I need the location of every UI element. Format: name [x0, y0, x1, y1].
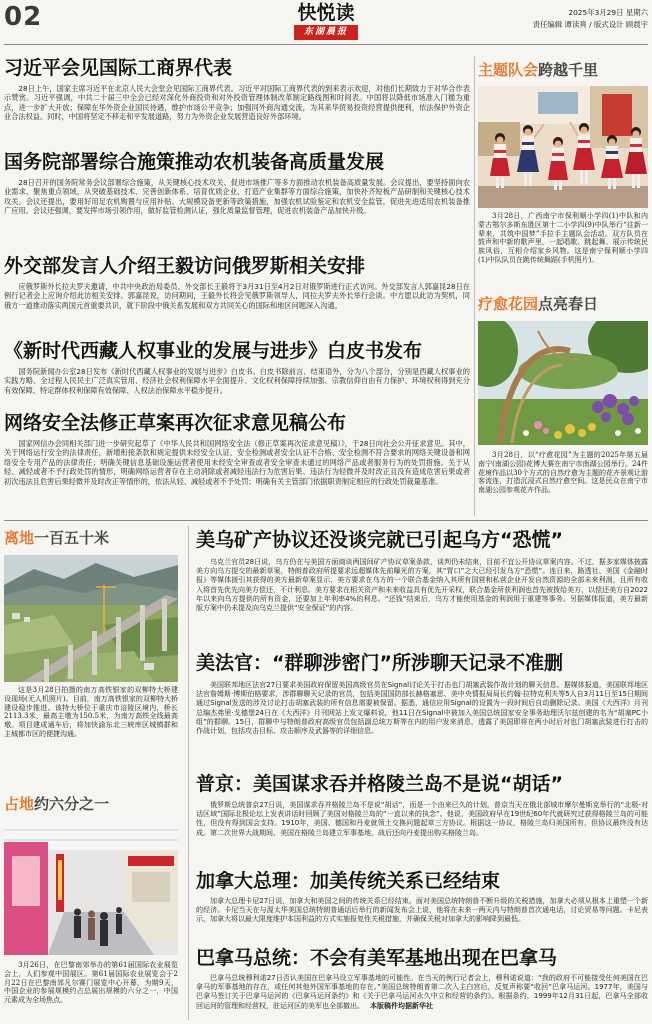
- column-divider: [474, 56, 475, 516]
- article-title: 外交部发言人介绍王毅访问俄罗斯相关安排: [4, 255, 366, 277]
- photo-heading-rest: 约六分之一: [34, 795, 110, 813]
- issue-date: 2025年3月29日 星期六: [568, 8, 648, 17]
- article-body: [196, 974, 648, 1022]
- photo-heading-accent: 离地: [4, 529, 35, 547]
- photo-heading-rest: 一百五十米: [34, 529, 110, 547]
- photo-heading-rest: 跨越千里: [538, 61, 599, 79]
- photo-heading-accent: 疗愈花园: [478, 295, 539, 313]
- photo-caption: 3月28日，广西南宁市保利顺小学四(1)中队和内蒙古鄂尔多斯东胜区第十二小学四(9)中队举行“往新一辈来，共筑中国梦”手拉手主题队会活动。双方队员在鼓声和中新的歌声里，一起唱歌、跳起舞、展示传统民族风俗，互相介绍家乡风物。这是南宁保利顺小学四(1)中队队员在跳传统舞蹈(手机照片)。: [478, 212, 648, 264]
- article-body: 俄罗斯总统普京27日说，美国谋求吞并格陵兰岛不是说“胡话”，而是一个由来已久的计划。普京当天在俄北部城市摩尔曼斯克举行的“北极-对话区域”国际北极论坛上发表讲话时回顾了美国对格陵兰岛的“一直以来的执念”。他说，美国政府早在19世纪60年代就研究过获得格陵兰岛的可能性，但没有得到国会支持。1910年，美国、德国和丹麦就领土交换问题起草三方协议。根据这一协议，格陵兰岛归美国所有，但协议最终没有达成。第二次世界大战期间，美国在格陵兰岛建立军事基地，战后还向丹麦提出购买格陵兰岛。: [196, 801, 648, 837]
- article-body: 28日上午，国家主席习近平在北京人民大会堂会见国际工商界代表。习近平对国际工商界代表的到来表示欢迎，对他们长期致力于对华合作表示赞赏。习近平强调，中共二十届三中全会已经对深化外商投资和对外投资管理体制改革制定路线图和时间表。中国将以降低市场准入门槛为重点，进一步扩大开放；保障在华外资企业国民待遇，维护市场公平竞争；加强同外商沟通交流，为其来华贸易投资经营提供便利，依法保护外资企业合法权益。同时，中国将坚定不移走和平发展道路，努力为外资企业发展营造良好外部环境。: [4, 84, 470, 122]
- column-divider: [188, 526, 189, 1020]
- photo-heading: [478, 294, 648, 314]
- article-body-text: 巴拿马总统穆利诺27日否认美国在巴拿马设立军事基地的可能性。在当天的例行记者会上，穆利诺说道：“我的政府不可能接受任何美国在巴拿马的军事基地的存在，或任何其他外国军事基地的存在。”美国总统特朗普第二次入主白宫后，反复声称要“收回”巴拿马运河。1977年，美国与巴拿马签订关于巴拿马运河的《巴拿马运河条约》和《关于巴拿马运河永久中立和经营的条约》。根据条约，1999年12月31日起，巴拿马全部收回运河的管理和经营权，驻运河区的美军也全部撤出。: [196, 974, 648, 1010]
- article-title: 国务院部署综合施策推动农机装备高质量发展: [4, 151, 385, 173]
- source-credit: 本版稿件均据新华社: [370, 1001, 433, 1010]
- article-body: 乌克兰官员28日说，乌方仍在与美国方面商谈两国间矿产协议草案条款，谈判仍未结束，目前不宜公开协议草案内容。不过，据多家媒体披露美方向乌方提交的最新草案，特朗普政府所提要求远超媒体先前曝光的方案，其“胃口”之大已经引发乌方“恐慌”。连日来，路透社、美国《金融时报》等媒体援引其获得的美方最新草案显示，美方要求在乌方的一个联合基金纳入其所有国营和私营企业开发自然资源的全部未来利润，且所有收入将首先优先向美方偿还，不计利息。美方要求在相关资产和未来收益具有优先开采权，联合基金所获利润也首先被拨给美方，以偿还美方自2022年以来向乌方提供的所有资金，还要加上年利率4%的利息。“还钱”结束后，乌方才能使用基金的利润用于重建等事务。另据媒体报道，美方最新版方案中仍未提及向乌克兰提供“安全保证”的内容。: [196, 558, 648, 613]
- bridge-construction-photo: [4, 555, 178, 682]
- photo-heading: [478, 60, 648, 80]
- photo-caption: 3月26日，在巴黎南郊举办的第61届国际农业展览会上，人们参观中国展区。第61届国际农业展览会于2月22日在巴黎南郊凡尔赛门展览中心开幕，为期9天，中国企业的参展规模约占总展出规模的六分之一，中国元素成为全场焦点。: [4, 961, 178, 1005]
- article-body: 28日召开的国务院常务会议部署综合施策，从关键核心技术攻关、促进市场推广等多方面推动农机装备高质量发展。会议提出，要坚持面向农业需求、聚焦重点领域，从突破基础技术、完善创新体系、培育优质企业、打造产业集群等方面综合施策，加快补齐短板产品研制和关键核心技术攻关。会议还提出，要用好用足农机购置与应用补贴、大规模设备更新等政策措施，加强农机试验鉴定和农机安全监管，促进先进适用农机装备推广应用。会议还强调，要发挥市场引领作用，做好监管检测认证，强化质量监督管理，促进农机装备产品加快升级。: [4, 178, 470, 216]
- article-body: 国家网信办会同相关部门进一步研究起草了《中华人民共和国网络安全法（修正草案再次征求意见稿）》，于28日向社会公开征求意见。其中，关于网络运行安全的法律责任，新增衔接条款和规定提供未经安全认证、安全检测或者安全认证不合格、安全检测不符合要求的网络关键设备和网络安全专用产品的法律责任；明确关键信息基础设施运营者使用未经安全审查或者安全审查未通过的网络产品或者服务行为的处罚措施。关于从轻、减轻或者不予行政处罚的情形，明确网络运营者存在主动消除或者减轻违法行为危害后果、违法行为轻微并及时改正且没有造成危害后果或者初次违法且危害后果轻微并及时改正等情形的，依法从轻、减轻或者不予处罚；明确有关主管部门依据职责制定相应的行政处罚裁量基准。: [4, 439, 470, 486]
- section-rule: [4, 520, 648, 521]
- article-title: 普京：美国谋求吞并格陵兰岛不是说“胡话”: [196, 773, 563, 795]
- photo-caption: 这是3月28日拍摄的南万高铁银家的双柳特大桥建设现场(无人机照片)。目前，南万高铁银家的双柳特大桥建设稳步推进。该特大桥位于重庆市涪陵区境内，桥长2113.3米，最高主墩为150.5米，为南万高铁全线最高墩。项目建成通车后，将加快渝东北三峡库区城镇群和主城都市区的便捷沟通。: [4, 686, 178, 738]
- article-title: 网络安全法修正草案再次征求意见稿公布: [4, 412, 347, 434]
- photo-heading: [4, 528, 178, 548]
- photo-heading-accent: 占地: [4, 795, 35, 813]
- section-title: 快悦读: [297, 2, 355, 24]
- article-title: 《新时代西藏人权事业的发展与进步》白皮书发布: [4, 340, 423, 362]
- editor-credits: 责任编辑 谭读爽 / 版式设计 顾晨宇: [532, 20, 648, 29]
- photo-heading: [4, 794, 178, 814]
- header-rule: [4, 44, 648, 45]
- article-title: 美法官：“群聊涉密门”所涉聊天记录不准删: [196, 652, 563, 674]
- masthead-logo: 东湖晨报: [294, 25, 358, 40]
- photo-heading-rest: 点亮春日: [538, 295, 599, 313]
- article-title: 加拿大总理：加美传统关系已经结束: [196, 870, 501, 892]
- photo-heading-accent: 主题队会: [478, 61, 539, 79]
- healing-garden-photo: [478, 321, 648, 445]
- article-title: 美乌矿产协议还没谈完就已引起乌方“恐慌”: [196, 529, 563, 551]
- article-title: 巴拿马总统：不会有美军基地出现在巴拿马: [196, 947, 558, 969]
- agricultural-fair-photo: [4, 820, 178, 955]
- article-title: 习近平会见国际工商界代表: [4, 57, 233, 79]
- photo-caption: 3月28日，以“疗愈花园”为主题的2025年第五届南宁(南湖公园)花博大赛在南宁市南湖公园举行。24件花境作品以30个方式的自然疗愈为主题的花卉景观让游客流连，打造沉浸式自然疗愈空间。这是民众在南宁市南湖公园参观花卉作品。: [478, 451, 648, 495]
- page-number: 02: [4, 2, 43, 32]
- article-body: 美国联邦地区法官27日要求美国政府保留美国高级官员在Signal讨论关于打击也门胡塞武装作战计划的聊天信息。据媒体报道，美国联邦地区法官詹姆斯·博斯伯格要求，涉群聊聊天记录的官员，包括美国国防部长赫格塞思、美中央情报局局长约翰·拉特克利夫等5人自3月11日至15日期间通过Signal发送的涉及讨论打击胡塞武装的所有信息需要被保留。据悉，通信应用Signal的设置为一段时间后自动删除记录。美国《大西洋》月刊总编杰弗里·戈德堡24日在《大西洋》月刊网站上发文爆料说，他11日在Signal中被加入美国总统国家安全事务助理沃尔兹创建的名为“胡塞PC小组”的群聊。15日，群聊中与特朗普政府高级官员包括副总统万斯等在内的用户发来消息，透露了美国即将在两小时后对也门胡塞武装进行打击的作战计划，包括攻击目标、攻击顺序及武器等的详细信息。: [196, 681, 648, 736]
- article-body: 国务院新闻办公室28日发布《新时代西藏人权事业的发展与进步》白皮书。白皮书除前言、结束语外，分为八个部分，分别是西藏人权事业的实践方略、全过程人民民主广泛真实管用、经济社会权利保障水平全面提升、文化权利保障持续加强、宗教信仰自由有力保护、环境权利得到充分有效保障、特定群体权利保障有效保障、人权法治保障水平稳步提升。: [4, 367, 470, 395]
- article-body: 加拿大总理卡尼27日说，加拿大和美国之间的传统关系已经结束。面对美国总统特朗普不断升级的关税措施，加拿大必须从根本上重塑一个新的经济。卡尼当天在与渥太华美国总统特朗普通话后举行的新闻发布会上说，他将在未来一两天内与特朗普首次通电话，讨论贸易等问题。卡尼表示，加拿大将以最大限度维护本国利益的方式实施报复性关税措施，并确保关税对加拿大的影响降到最低。: [196, 897, 648, 924]
- children-dance-photo: [478, 86, 648, 208]
- article-body: 应俄罗斯外长拉夫罗夫邀请，中共中央政治局委员、外交部长王毅将于3月31日至4月2日对俄罗斯进行正式访问。外交部发言人郭嘉昆28日在例行记者会上应询介绍此访相关安排。郭嘉昆说，访问期间，王毅外长将会见俄罗斯领导人，同拉夫罗夫外长举行会谈。中方愿以此访为契机，同俄方一道推动落实两国元首重要共识，就下阶段中俄关系发展和双方共同关心的国际和地区问题深入沟通。: [4, 282, 470, 310]
